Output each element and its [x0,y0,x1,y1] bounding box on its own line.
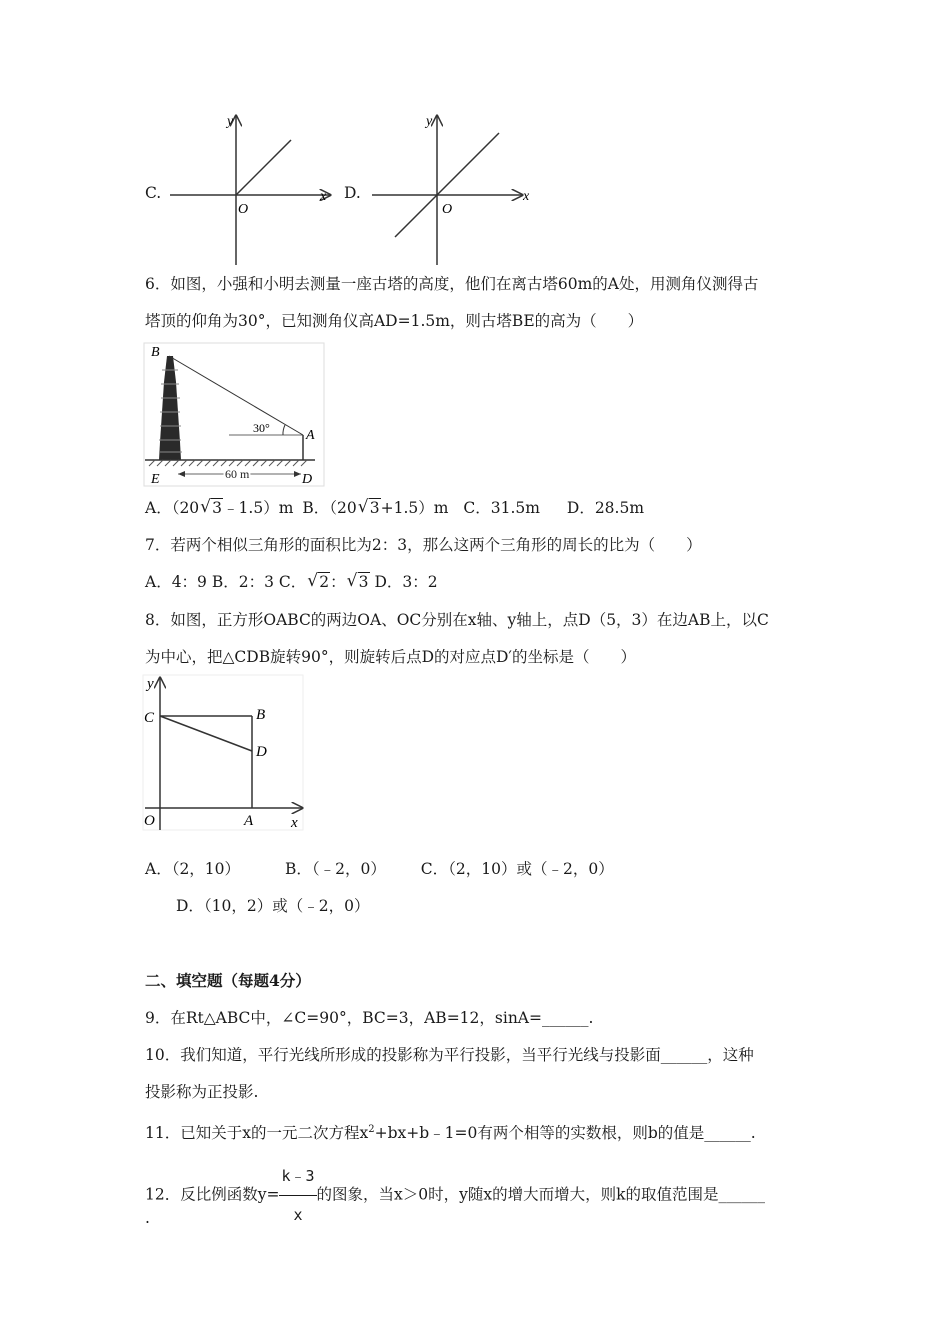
q10-line-2: 投影称为正投影. [145,1083,259,1101]
q6-line-1: 6．如图，小强和小明去测量一座古塔的高度，他们在离古塔60m的A处，用测角仪测得古 [145,275,759,293]
origin-label: O [144,813,155,829]
q6-option-d: D．28.5m [566,499,645,517]
q8-line-2: 为中心，把△CDB旋转90°，则旋转后点D的对应点D′的坐标是（ ） [145,648,636,666]
q11-text [145,1120,756,1143]
q11-pre: 11．已知关于x的一元二次方程x [145,1124,369,1143]
q7-option-d: D．3：2 [369,573,438,591]
q6-option-b-post: +1.5）m [380,499,449,517]
point-c-label: C [144,710,155,726]
q5-option-d-label: D. [344,184,361,202]
q8-line-1: 8．如图，正方形OABC的两边OA、OC分别在x轴、y轴上，点D（5，3）在边AB上，以C [145,611,769,629]
q12-line-2: . [145,1209,150,1227]
sight-line [169,356,303,435]
q9-text: 9．在Rt△ABC中，∠C=90°，BC=3，AB=12，sinA=______. [145,1009,594,1027]
q12-numerator: k﹣3 [279,1157,316,1196]
y-axis-label: y [426,114,433,129]
q6-options [145,498,644,518]
q5-graph-d [372,110,537,265]
q7-sqrt-2: √ 2 [307,572,330,592]
point-a-label: A [306,428,315,443]
q8-option-a: A．（2，10） [145,860,241,878]
q6-tower-figure [143,342,325,487]
y-axis-label: y [227,114,234,129]
function-line [395,133,499,237]
q12-fraction [279,1157,316,1234]
q8-option-d: D．（10，2）或（﹣2，0） [176,897,370,915]
q7-options [145,572,438,592]
q12-pre: 12．反比例函数y= [145,1185,280,1204]
q8-square-figure [140,672,305,832]
origin-label: O [238,202,249,217]
q6-option-a-pre: A．（20 [145,499,200,517]
q7-line-1: 7．若两个相似三角形的面积比为2：3，那么这两个三角形的周长的比为（ ） [145,536,702,554]
q12-text [145,1157,765,1234]
figure-frame [143,675,303,830]
point-d-label: D [302,472,313,487]
q10-line-1: 10．我们知道，平行光线所形成的投影称为平行投影，当平行光线与投影面______，这种 [145,1046,754,1064]
x-axis-label: x [320,189,327,204]
segment-cd [160,716,252,751]
y-axis-label: y [147,676,154,692]
q7-colon: ： [330,573,346,591]
x-axis-label: x [523,189,530,204]
function-line [236,140,291,195]
q5-graph-c [170,110,340,265]
q6-line-2: 塔顶的仰角为30°，已知测角仪高AD=1.5m，则古塔BE的高为（ ） [145,312,644,330]
q11-exponent: 2 [368,1124,375,1135]
angle-label: 30° [253,421,270,435]
q6-option-a-sqrt: √ 3 [200,498,223,518]
q7-sqrt-3: √ 3 [347,572,370,592]
origin-label: O [442,202,453,217]
point-b-label: B [151,345,160,360]
q12-denominator: x [293,1206,303,1224]
q6-option-b-pre: B．（20 [302,499,357,517]
q7-option-ab: A．4：9 B．2：3 C． [145,573,307,591]
q5-option-c-label: C. [145,184,162,202]
q12-post: 的图象，当x＞0时，y随x的增大而增大，则k的取值范围是______ [316,1185,766,1204]
ground-hatching [149,460,307,466]
pagoda-icon [159,356,182,460]
point-e-label: E [151,472,160,487]
distance-label: 60 m [225,467,250,481]
q8-options-row-1 [145,859,614,879]
q6-option-c: C．31.5m [463,499,540,517]
q8-option-c: C．（2，10）或（﹣2，0） [420,860,614,878]
q6-option-a-post: ﹣1.5）m [223,499,294,517]
q6-option-b-sqrt: √ 3 [358,498,381,518]
point-b-label: B [256,707,266,723]
q8-option-b: B．（﹣2，0） [284,860,386,878]
q11-post: +bx+b﹣1=0有两个相等的实数根，则b的值是______. [374,1124,756,1143]
angle-arc [283,425,285,435]
point-a-label: A [244,813,254,829]
x-axis-label: x [291,815,298,831]
point-d-label: D [256,744,267,760]
section-2-title: 二、填空题（每题4分） [145,971,311,990]
